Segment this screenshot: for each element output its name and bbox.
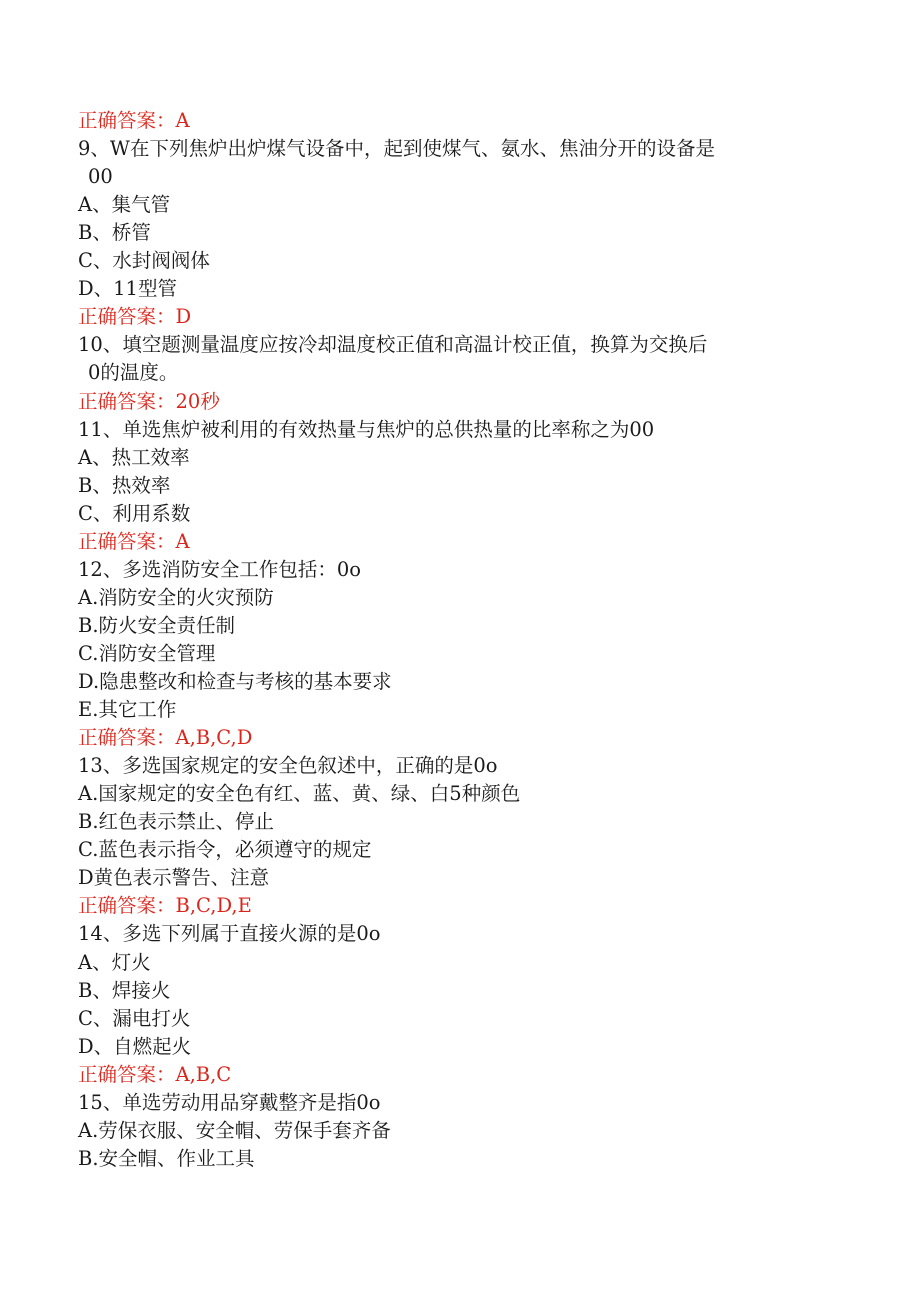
question-text: 10、填空题测量温度应按冷却温度校正值和高温计校正值，换算为交换后	[78, 333, 708, 357]
answer-option: D、自燃起火	[78, 1034, 192, 1058]
answer-option: D.隐患整改和检查与考核的基本要求	[78, 670, 392, 693]
question-text: 9、W在下列焦炉出炉煤气设备中，起到使煤气、氨水、焦油分开的设备是	[78, 137, 715, 161]
answer-option: D、11型管	[78, 277, 177, 301]
answer-option: C、水封阀阀体	[78, 249, 210, 273]
correct-answer-line: 正确答案：20秒	[78, 389, 220, 413]
answer-option: B、桥管	[78, 221, 151, 245]
correct-answer-line: 正确答案：B,C,D,E	[78, 894, 252, 918]
answer-option: C、利用系数	[78, 501, 191, 525]
answer-option: B、焊接火	[78, 978, 171, 1002]
answer-option: A.国家规定的安全色有红、蓝、黄、绿、白5种颜色	[78, 782, 521, 806]
answer-option: C.消防安全管理	[78, 641, 216, 665]
answer-option: C.蓝色表示指令，必须遵守的规定	[78, 838, 372, 862]
answer-option: A、热工效率	[78, 445, 190, 469]
question-text: 12、多选消防安全工作包括：0o	[78, 557, 361, 581]
answer-option: A、灯火	[78, 950, 151, 974]
question-text: 11、单选焦炉被利用的有效热量与焦炉的总供热量的比率称之为00	[78, 417, 655, 441]
question-text: 14、多选下列属于直接火源的是0o	[78, 922, 381, 946]
correct-answer-line: 正确答案：A	[78, 109, 190, 132]
answer-option: E.其它工作	[78, 698, 177, 722]
question-text: 13、多选国家规定的安全色叙述中，正确的是0o	[78, 754, 498, 778]
answer-option: B.安全帽、作业工具	[78, 1146, 255, 1170]
answer-option: C、漏电打火	[78, 1006, 191, 1030]
answer-option: A.消防安全的火灾预防	[78, 585, 274, 609]
question-text: 15、单选劳动用品穿戴整齐是指0o	[78, 1090, 381, 1114]
answer-option: B.红色表示禁止、停止	[78, 810, 275, 834]
answer-option: B、热效率	[78, 473, 171, 497]
correct-answer-line: 正确答案：A,B,C	[78, 1062, 232, 1086]
correct-answer-line: 正确答案：A,B,C,D	[78, 726, 253, 750]
correct-answer-line: 正确答案：A	[78, 529, 190, 553]
correct-answer-line: 正确答案：D	[78, 305, 192, 329]
answer-option: A.劳保衣服、安全帽、劳保手套齐备	[78, 1118, 391, 1142]
answer-option: D黄色表示警告、注意	[78, 866, 270, 890]
question-continuation: 0的温度。	[88, 361, 179, 385]
question-continuation: 00	[88, 165, 113, 189]
answer-option: A、集气管	[78, 193, 171, 217]
answer-option: B.防火安全责任制	[78, 613, 236, 637]
